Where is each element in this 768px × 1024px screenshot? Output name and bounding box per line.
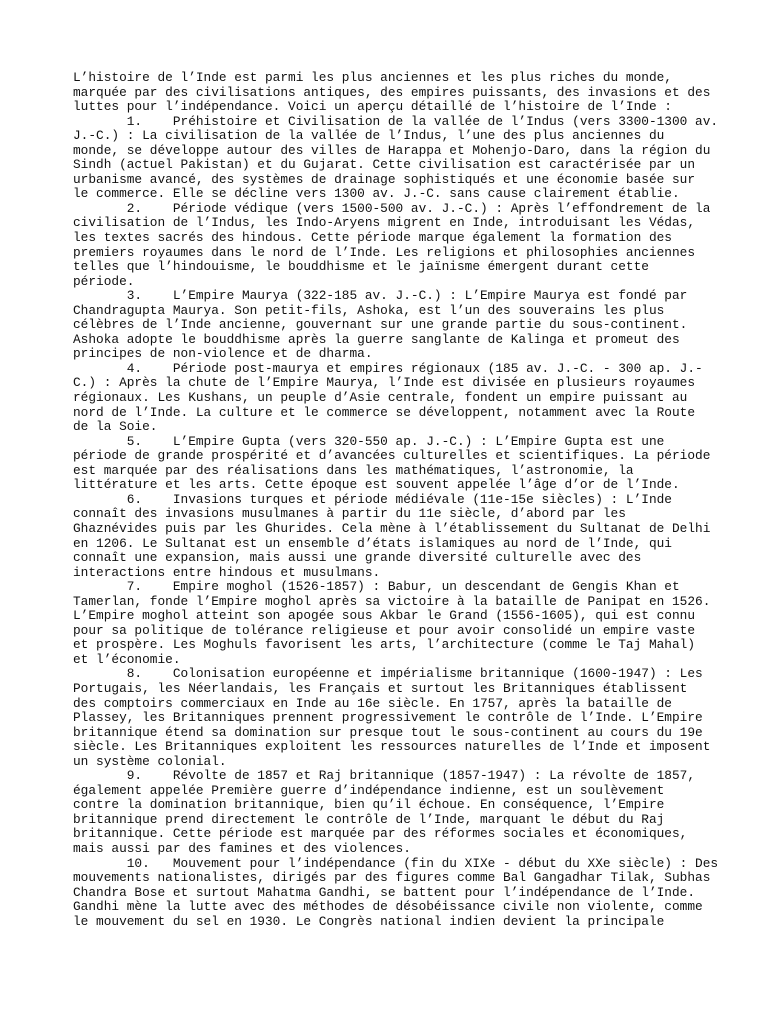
document-line: Gandhi mène la lutte avec des méthodes de désobéissance civile non violente, comme (73, 899, 703, 915)
document-line: 10. Mouvement pour l’indépendance (fin du XIXe - début du XXe siècle) : Des (73, 855, 719, 871)
document-line: contre la domination britannique, bien qu’il échoue. En conséquence, l’Empire (73, 797, 665, 813)
document-line: connaît une expansion, mais aussi une grande diversité culturelle avec des (73, 550, 642, 566)
document-line: 7. Empire moghol (1526-1857) : Babur, un descendant de Gengis Khan et (73, 579, 680, 595)
document-line: littérature et les arts. Cette époque est souvent appelée l’âge d’or de l’Inde. (73, 477, 680, 493)
document-line: britannique prend directement le contrôle de l’Inde, marquant le début du Raj (73, 811, 665, 827)
document-line: connaît des invasions musulmanes à partir du 11e siècle, d’abord par les (73, 506, 626, 522)
document-line: interactions entre hindous et musulmans. (73, 564, 381, 580)
document-line: L’Empire moghol atteint son apogée sous Akbar le Grand (1556-1605), qui est connu (73, 608, 696, 624)
document-line: et l’économie. (73, 651, 181, 667)
document-line: siècle. Les Britanniques exploitent les ressources naturelles de l’Inde et imposent (73, 739, 711, 755)
document-line: Ashoka adopte le bouddhisme après la guerre sanglante de Kalinga et promeut des (73, 331, 680, 347)
document-line: Chandra Bose et surtout Mahatma Gandhi, se battent pour l’indépendance de l’Inde. (73, 884, 696, 900)
document-line: nord de l’Inde. La culture et le commerce se développent, notamment avec la Route (73, 404, 696, 420)
document-line: civilisation de l’Indus, les Indo-Aryens migrent en Inde, introduisant les Védas, (73, 215, 696, 231)
document-line: période de grande prospérité et d’avancées culturelles et scientifiques. La période (73, 448, 711, 464)
document-line: les textes sacrés des hindous. Cette période marque également la formation des (73, 230, 672, 246)
document-line: également appelée Première guerre d’indépendance indienne, est un soulèvement (73, 782, 665, 798)
document-line: Chandragupta Maurya. Son petit-fils, Ashoka, est l’un des souverains les plus (73, 302, 665, 318)
document-line: monde, se développe autour des villes de Harappa et Mohenjo-Daro, dans la région du (73, 142, 711, 158)
document-line: premiers royaumes dans le nord de l’Inde. Les religions et philosophies anciennes (73, 244, 696, 260)
document-line: 9. Révolte de 1857 et Raj britannique (1857-1947) : La révolte de 1857, (73, 768, 696, 784)
document-line: Portugais, les Néerlandais, les Français et surtout les Britanniques établissent (73, 680, 688, 696)
document-line: un système colonial. (73, 753, 227, 769)
document-line: 6. Invasions turques et période médiévale (11e-15e siècles) : L’Inde (73, 491, 672, 507)
document-line: le commerce. Elle se décline vers 1300 av. J.-C. sans cause clairement établie. (73, 186, 680, 202)
document-line: 8. Colonisation européenne et impérialisme britannique (1600-1947) : Les (73, 666, 703, 682)
document-line: britannique étend sa domination sur presque tout le sous-continent au cours du 19e (73, 724, 703, 740)
document-line: régionaux. Les Kushans, un peuple d’Asie centrale, fondent un empire puissant au (73, 390, 688, 406)
document-line: luttes pour l’indépendance. Voici un aperçu détaillé de l’histoire de l’Inde : (73, 99, 672, 115)
document-line: des comptoirs commerciaux en Inde au 16e siècle. En 1757, après la bataille de (73, 695, 672, 711)
document-line: mouvements nationalistes, dirigés par des figures comme Bal Gangadhar Tilak, Subhas (73, 870, 711, 886)
document-line: britannique. Cette période est marquée par des réformes sociales et économiques, (73, 826, 688, 842)
document-line: Sindh (actuel Pakistan) et du Gujarat. Cette civilisation est caractérisée par un (73, 157, 696, 173)
document-line: telles que l’hindouisme, le bouddhisme et le jaïnisme émergent durant cette (73, 259, 649, 275)
document-line: 5. L’Empire Gupta (vers 320-550 ap. J.-C.) : L’Empire Gupta est une (73, 433, 665, 449)
document-line: est marquée par des réalisations dans les mathématiques, l’astronomie, la (73, 462, 634, 478)
document-line: marquée par des civilisations antiques, des empires puissants, des invasions et des (73, 84, 711, 100)
document-line: de la Soie. (73, 419, 158, 435)
document-line: en 1206. Le Sultanat est un ensemble d’états islamiques au nord de l’Inde, qui (73, 535, 672, 551)
document-line: J.-C.) : La civilisation de la vallée de l’Indus, l’une des plus anciennes du (73, 128, 665, 144)
document-line: Tamerlan, fonde l’Empire moghol après sa victoire à la bataille de Panipat en 1526. (73, 593, 711, 609)
document-line: C.) : Après la chute de l’Empire Maurya, l’Inde est divisée en plusieurs royaumes (73, 375, 696, 391)
document-line: mais aussi par des famines et des violences. (73, 840, 411, 856)
document-line: et prospère. Les Moghuls favorisent les arts, l’architecture (comme le Taj Mahal) (73, 637, 696, 653)
document-line: le mouvement du sel en 1930. Le Congrès national indien devient la principale (73, 913, 665, 929)
document-line: principes de non-violence et de dharma. (73, 346, 373, 362)
document-line: célèbres de l’Inde ancienne, gouvernant sur une grande partie du sous-continent. (73, 317, 688, 333)
document-line: urbanisme avancé, des systèmes de drainage sophistiqués et une économie basée sur (73, 171, 696, 187)
document-line: Ghaznévides puis par les Ghurides. Cela mène à l’établissement du Sultanat de Delhi (73, 520, 711, 536)
document-line: période. (73, 273, 135, 289)
document-line: pour sa politique de tolérance religieuse et pour avoir consolidé un empire vaste (73, 622, 696, 638)
document-line: L’histoire de l’Inde est parmi les plus anciennes et les plus riches du monde, (73, 70, 672, 85)
document-line: 2. Période védique (vers 1500-500 av. J.-C.) : Après l’effondrement de la (73, 200, 711, 216)
document-body (73, 70, 719, 929)
document-line: 4. Période post-maurya et empires régionaux (185 av. J.-C. - 300 ap. J.- (73, 360, 703, 376)
document-line: 1. Préhistoire et Civilisation de la vallée de l’Indus (vers 3300-1300 av. (73, 113, 719, 129)
document-line: 3. L’Empire Maurya (322-185 av. J.-C.) : L’Empire Maurya est fondé par (73, 288, 688, 304)
document-line: Plassey, les Britanniques prennent progressivement le contrôle de l’Inde. L’Empire (73, 710, 703, 726)
